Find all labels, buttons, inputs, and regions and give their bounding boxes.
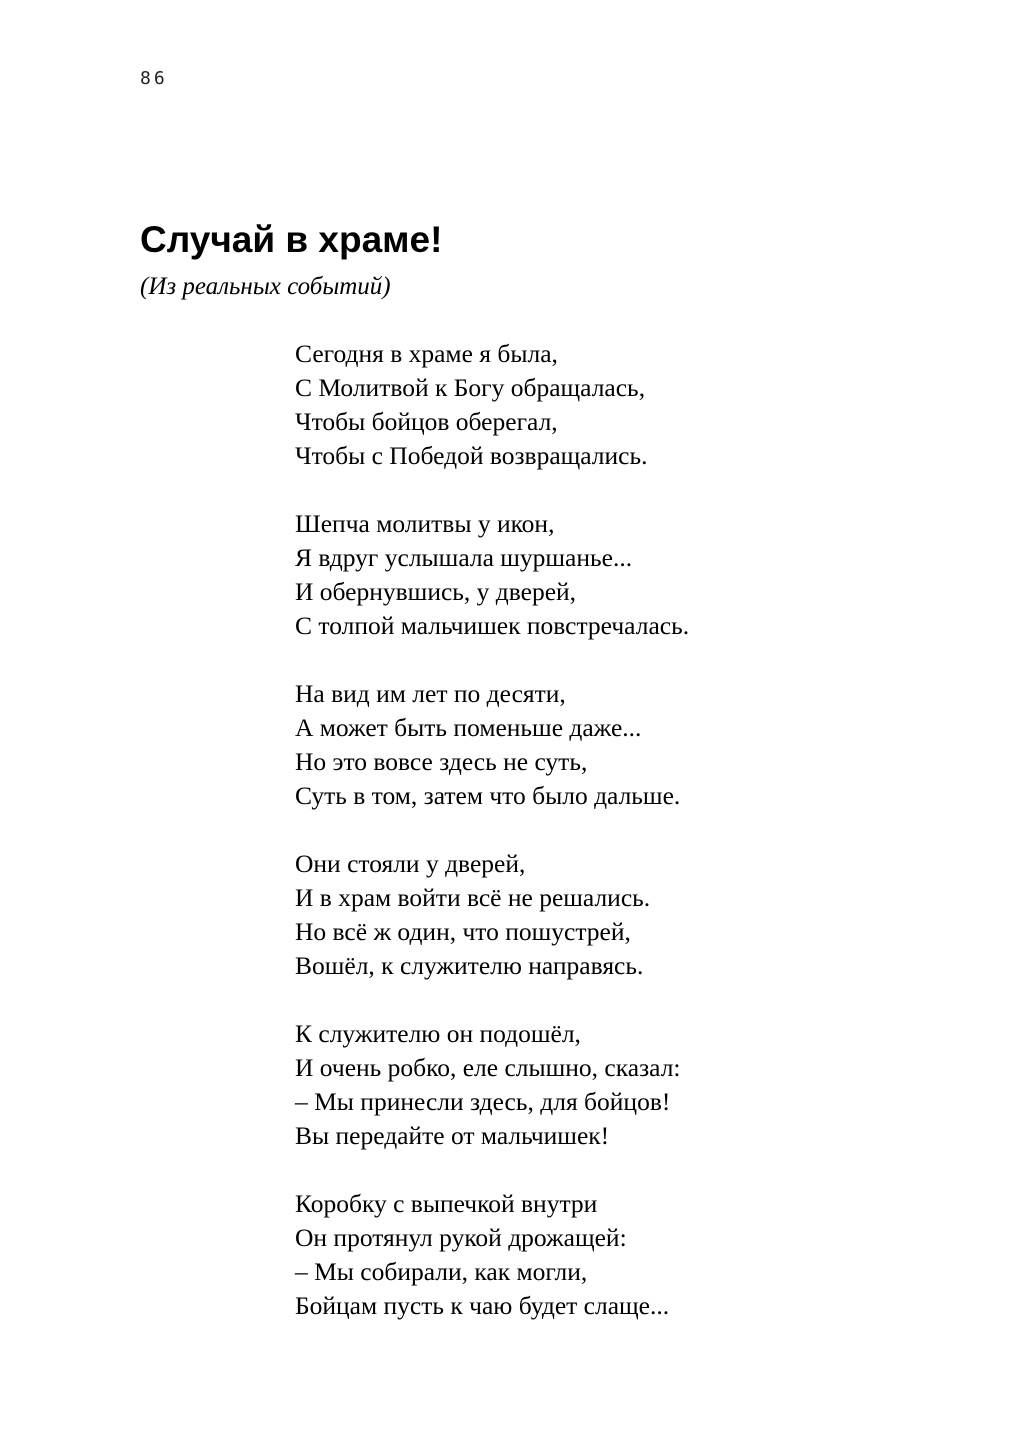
stanza-5 <box>295 1017 689 1153</box>
verse-line: На вид им лет по десяти, <box>295 679 566 708</box>
stanza-4 <box>295 847 689 983</box>
stanza-2 <box>295 507 689 643</box>
verse-line: Вошёл, к служителю направясь. <box>295 951 644 980</box>
stanza-1 <box>295 337 689 473</box>
verse-line: Чтобы с Победой возвращались. <box>295 441 648 470</box>
verse-line: Суть в том, затем что было дальше. <box>295 781 681 810</box>
verse-line: И в храм войти всё не решались. <box>295 883 651 912</box>
verse-line: И обернувшись, у дверей, <box>295 577 577 606</box>
verse-line: К служителю он подошёл, <box>295 1019 581 1048</box>
verse-line: Но всё ж один, что пошустрей, <box>295 917 631 946</box>
page-number: 86 <box>140 68 168 89</box>
verse-line: С толпой мальчишек повстречалась. <box>295 611 690 640</box>
verse-line: А может быть поменьше даже... <box>295 713 642 742</box>
poem-body <box>295 337 689 1357</box>
verse-line: Чтобы бойцов оберегал, <box>295 407 558 436</box>
verse-line: Вы передайте от мальчишек! <box>295 1121 610 1150</box>
stanza-3 <box>295 677 689 813</box>
verse-line: С Молитвой к Богу обращалась, <box>295 373 646 402</box>
verse-line: Коробку с выпечкой внутри <box>295 1189 598 1218</box>
verse-line: И очень робко, еле слышно, сказал: <box>295 1053 681 1082</box>
verse-line: Он протянул рукой дрожащей: <box>295 1223 627 1252</box>
verse-line: Они стояли у дверей, <box>295 849 526 878</box>
verse-line: – Мы собирали, как могли, <box>295 1257 588 1286</box>
poem-subtitle: (Из реальных событий) <box>140 273 391 300</box>
poem-title: Случай в храме! <box>140 219 443 260</box>
verse-line: Но это вовсе здесь не суть, <box>295 747 588 776</box>
verse-line: Сегодня в храме я была, <box>295 339 558 368</box>
verse-line: Бойцам пусть к чаю будет слаще... <box>295 1291 670 1320</box>
verse-line: Шепча молитвы у икон, <box>295 509 555 538</box>
verse-line: Я вдруг услышала шуршанье... <box>295 543 633 572</box>
stanza-6 <box>295 1187 689 1323</box>
verse-line: – Мы принесли здесь, для бойцов! <box>295 1087 671 1116</box>
